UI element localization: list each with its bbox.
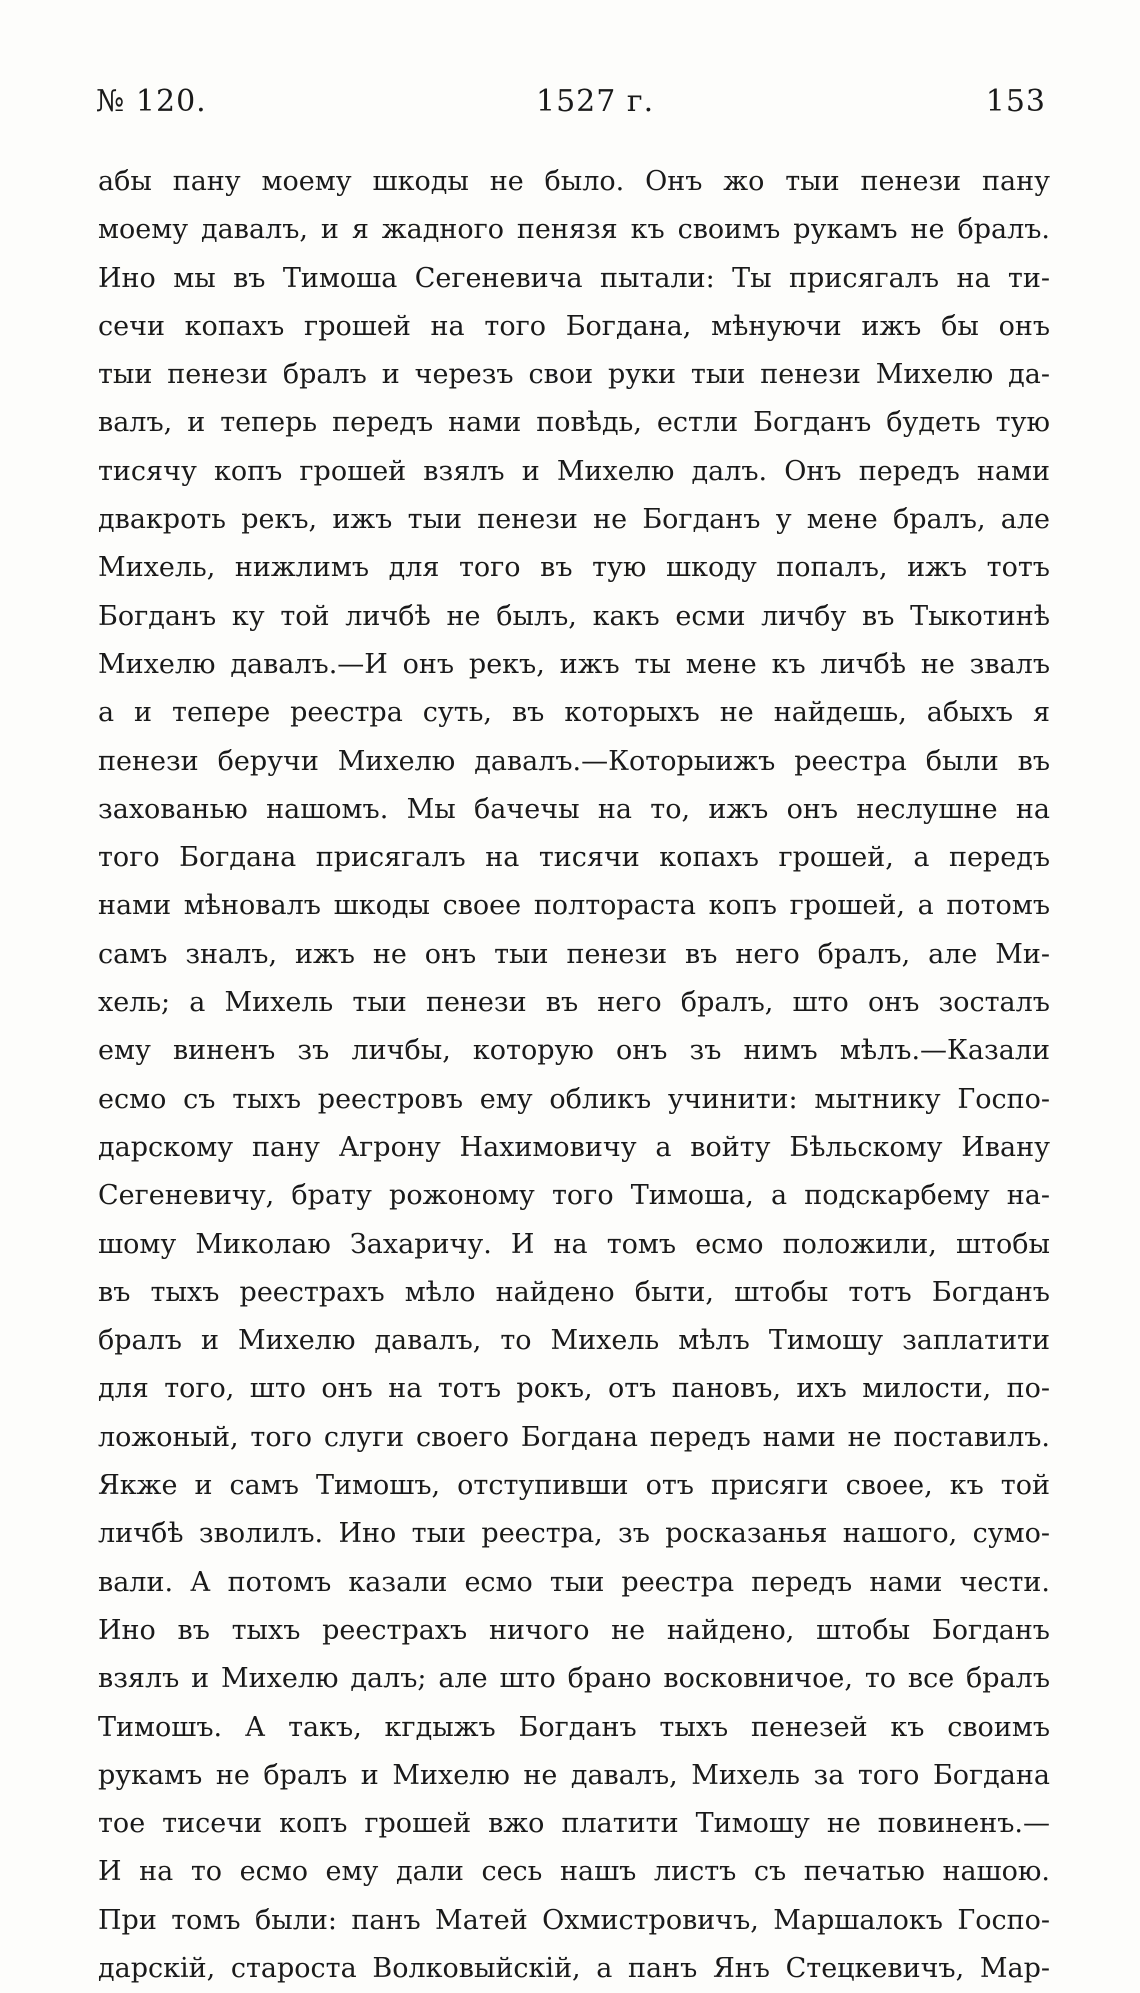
text-line: моему давалъ, и я жадного пенязя къ своимъ рукамъ не бралъ. [98, 214, 1050, 246]
text-line: пенези беручи Михелю давалъ.—Которыижъ реестра были въ [98, 745, 1050, 777]
text-line: тисячу копъ грошей взялъ и Михелю далъ. Онъ передъ нами [98, 455, 1050, 487]
body-text [98, 158, 1050, 1993]
text-line: Михелю давалъ.—И онъ рекъ, ижъ ты мене къ личбѣ не звалъ [98, 648, 1050, 680]
text-line: Михель, нижлимъ для того въ тую шкоду попалъ, ижъ тотъ [98, 552, 1050, 584]
text-line: валъ, и теперь передъ нами повѣдь, естли Богданъ будеть тую [98, 407, 1050, 439]
text-line: двакроть рекъ, ижъ тыи пенези не Богданъ у мене бралъ, але [98, 504, 1050, 536]
text-line: шому Миколаю Захаричу. И на томъ есмо положили, штобы [98, 1228, 1050, 1260]
text-line: взялъ и Михелю далъ; але што брано восковничое, то все бралъ [98, 1663, 1050, 1695]
text-line: самъ зналъ, ижъ не онъ тыи пенези въ него бралъ, але Ми- [98, 938, 1050, 970]
text-line: а и тепере реестра суть, въ которыхъ не найдешь, абыхъ я [98, 697, 1050, 729]
text-line: въ тыхъ реестрахъ мѣло найдено быти, штобы тотъ Богданъ [98, 1276, 1050, 1308]
text-line: дарскій, староста Волковыйскій, а панъ Янъ Стецкевичъ, Мар- [98, 1952, 1050, 1984]
text-line: Сегеневичу, брату рожоному того Тимоша, а подскарбему на- [98, 1180, 1050, 1212]
page-header [96, 84, 1046, 134]
text-line: И на то есмо ему дали сесь нашъ листъ съ печатью нашою. [98, 1856, 1050, 1888]
text-line: абы пану моему шкоды не было. Онъ жо тыи пенези пану [98, 166, 1050, 197]
text-line: хель; а Михель тыи пенези въ него бралъ, што онъ зосталъ [98, 987, 1050, 1019]
text-line: Якже и самъ Тимошъ, отступивши отъ присяги своее, къ той [98, 1470, 1050, 1502]
text-line: ложоный, того слуги своего Богдана передъ нами не поставилъ. [98, 1421, 1050, 1453]
document-year: 1527 г. [536, 84, 655, 119]
text-line: нами мѣновалъ шкоды своее полтораста копъ грошей, а потомъ [98, 890, 1050, 922]
text-line: рукамъ не бралъ и Михелю не давалъ, Михель за того Богдана [98, 1759, 1050, 1791]
text-line: есмо съ тыхъ реестровъ ему обликъ учинити: мытнику Госпо- [98, 1083, 1050, 1115]
text-line: ему виненъ зъ личбы, которую онъ зъ нимъ мѣлъ.—Казали [98, 1035, 1050, 1067]
text-line: При томъ были: панъ Матей Охмистровичъ, Маршалокъ Госпо- [98, 1904, 1050, 1936]
text-line: Ино мы въ Тимоша Сегеневича пытали: Ты присягалъ на ти- [98, 262, 1050, 294]
text-line: Богданъ ку той личбѣ не былъ, какъ есми личбу въ Тыкотинѣ [98, 600, 1050, 632]
text-line: Тимошъ. А такъ, кгдыжъ Богданъ тыхъ пенезей къ своимъ [98, 1711, 1050, 1743]
document-number: № 120. [96, 84, 207, 119]
text-line: бралъ и Михелю давалъ, то Михель мѣлъ Тимошу заплатити [98, 1325, 1050, 1357]
page-number: 153 [985, 84, 1046, 119]
text-line: сечи копахъ грошей на того Богдана, мѣнуючи ижъ бы онъ [98, 310, 1050, 342]
text-line: дарскому пану Агрону Нахимовичу а войту Бѣльскому Ивану [98, 1131, 1050, 1163]
text-line: тыи пенези бралъ и черезъ свои руки тыи пенези Михелю да- [98, 359, 1050, 391]
text-line: личбѣ зволилъ. Ино тыи реестра, зъ росказанья нашого, сумо- [98, 1518, 1050, 1550]
text-line: вали. А потомъ казали есмо тыи реестра передъ нами чести. [98, 1566, 1050, 1598]
text-line: захованью нашомъ. Мы бачечы на то, ижъ онъ неслушне на [98, 793, 1050, 825]
text-line: для того, што онъ на тотъ рокъ, отъ пановъ, ихъ милости, по- [98, 1373, 1050, 1405]
text-line: того Богдана присягалъ на тисячи копахъ грошей, а передъ [98, 842, 1050, 874]
text-line: тое тисечи копъ грошей вжо платити Тимошу не повиненъ.— [98, 1808, 1050, 1840]
text-line: Ино въ тыхъ реестрахъ ничого не найдено, штобы Богданъ [98, 1614, 1050, 1646]
